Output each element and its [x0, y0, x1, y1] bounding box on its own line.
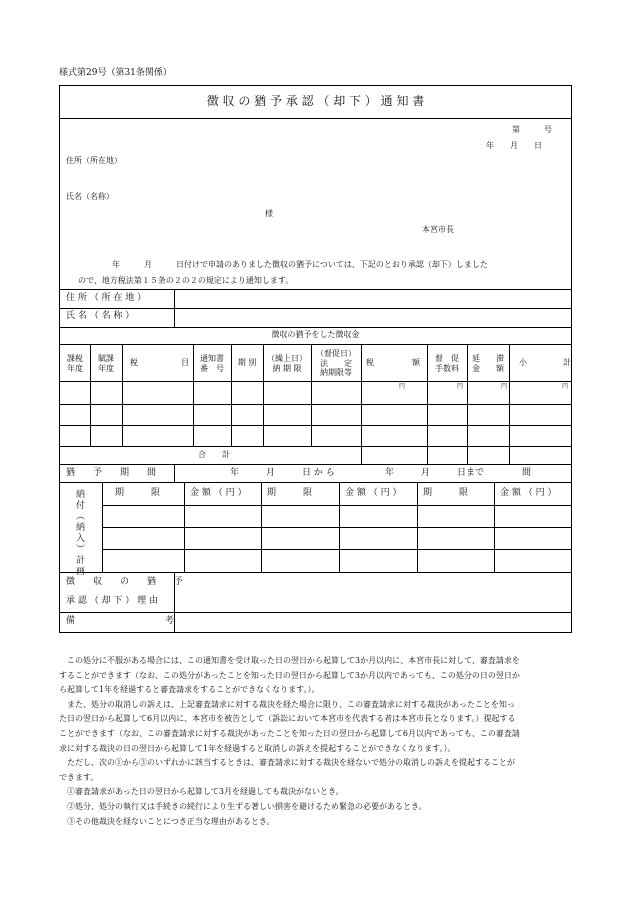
appeal-notes	[59, 654, 572, 829]
notice-body-line2: ので、地方税法第１５条の２の２の規定により通知します。	[78, 276, 294, 285]
header-reminder-fee: 督 促 手数料	[435, 354, 459, 373]
form-title: 徴 収 の 猶 予 承 認 （ 却 下 ） 通 知 書	[206, 94, 425, 108]
issuer: 本宮市長	[422, 225, 454, 234]
issue-date: 年 月 日	[486, 141, 542, 150]
yen-mark: 円	[457, 383, 464, 390]
note-line: た日の翌日から起算して6月以内に、本宮市を被告として（訴訟において本宮市を代表する者は本宮市長となります。）提起する	[59, 714, 516, 724]
remarks-label: 備 考	[66, 616, 175, 626]
note-line: ①審査請求があった日の翌日から起算して3月を経過しても裁決がないとき。	[59, 787, 344, 797]
plan-header-deadline: 期 限	[423, 488, 469, 498]
note-line: ②処分、処分の執行又は手続きの続行により生ずる著しい損害を避けるため緊急の必要があるとき。	[59, 801, 427, 811]
header-tax-amount-right: 額	[412, 358, 420, 367]
header-subtotal-right: 計	[563, 358, 571, 367]
note-line: 求に対する裁決の日の翌日から起算して1年を経過すると取消しの訴えを提起することができなくなります。）。	[59, 743, 456, 753]
total-label: 合 計	[198, 450, 230, 459]
plan-header-deadline: 期 限	[115, 488, 161, 498]
note-line: また、処分の取消しの訴えは、上記審査請求に対する裁決を経た場合に限り、この審査請求に対する裁決があったことを知っ	[59, 699, 515, 709]
notice-body-line1: 年 月 日付けで申請のありました徴収の猶予については、下記のとおり承認（却下）しました	[112, 260, 488, 269]
honorific: 様	[265, 209, 273, 218]
header-tax-item-right: 目	[181, 358, 189, 367]
header-tax-year: 課税 年度	[67, 354, 83, 373]
table-caption: 徴収の猶予をした徴収金	[271, 330, 360, 339]
header-period: 期 別	[237, 358, 257, 367]
note-line: ら起算して1年を経過すると審査請求をすることができなくなります。）。	[59, 685, 320, 695]
plan-header-amount: 金 額 （ 円 ）	[500, 488, 557, 498]
header-delinquency: 延 滞 金 額	[472, 354, 504, 373]
address-row-label: 住 所 （ 所 在 地 ）	[66, 293, 147, 303]
grace-period-from: 年 月 日 か ら	[230, 468, 335, 478]
name-row-label: 氏 名 （ 名 称 ）	[66, 311, 135, 321]
note-line: ただし、次の①から③のいずれかに該当するときは、審査請求に対する裁決を経ないで処分の取消しの訴えを提起することが	[59, 758, 515, 768]
grace-period-to: 年 月 日まで	[385, 468, 485, 478]
note-line: ③その他裁決を経ないことにつき正当な理由があるとき。	[59, 816, 275, 826]
note-line: することができます（なお、この処分があったことを知った日の翌日から起算して3か月以内であっても、この処分の日の翌日か	[59, 670, 520, 680]
recipient-address-label: 住所（所在地）	[66, 156, 122, 165]
note-line: ことができます（なお、この審査請求に対する裁決があったことを知った日の翌日から起算して6月以内であっても、この審査請	[59, 728, 520, 738]
plan-header-deadline: 期 限	[267, 488, 313, 498]
reason-label-line1: 徴 収 の 猶 予	[66, 577, 184, 587]
note-line: この処分に不服がある場合には、この通知書を受け取った日の翌日から起算して3か月以内に、本宮市長に対して、審査請求を	[59, 656, 520, 665]
header-subtotal-left: 小	[519, 358, 527, 367]
reason-label-line2: 承 認 （ 却 下 ） 理 由	[66, 596, 159, 606]
yen-mark: 円	[399, 383, 406, 390]
header-assessment-year: 賦課 年度	[98, 354, 114, 373]
header-legal-due: （督促日） 法 定 納期限等	[316, 349, 356, 377]
plan-header-amount: 金 額 （ 円 ）	[345, 488, 402, 498]
divider	[60, 118, 571, 119]
yen-mark: 円	[562, 383, 569, 390]
header-notice-number: 通知書 番 号	[200, 354, 224, 373]
grace-period-days: 間	[522, 468, 532, 478]
payment-plan-label: 納付（納入）計画	[74, 489, 84, 577]
document-number: 第 号	[512, 125, 552, 134]
recipient-name-label: 氏名（名称）	[66, 192, 114, 201]
header-tax-item-left: 税	[130, 358, 138, 367]
plan-header-amount: 金 額 （ 円 ）	[190, 488, 247, 498]
form-number: 様式第29号（第31条関係）	[59, 68, 172, 78]
note-line: できます。	[59, 772, 99, 782]
yen-mark: 円	[501, 383, 508, 390]
header-due-date: （繰上日） 納 期 限	[267, 354, 307, 373]
grace-period-label: 猶 予 期 間	[66, 468, 157, 478]
header-tax-amount-left: 税	[366, 358, 374, 367]
notice-form	[59, 85, 572, 633]
